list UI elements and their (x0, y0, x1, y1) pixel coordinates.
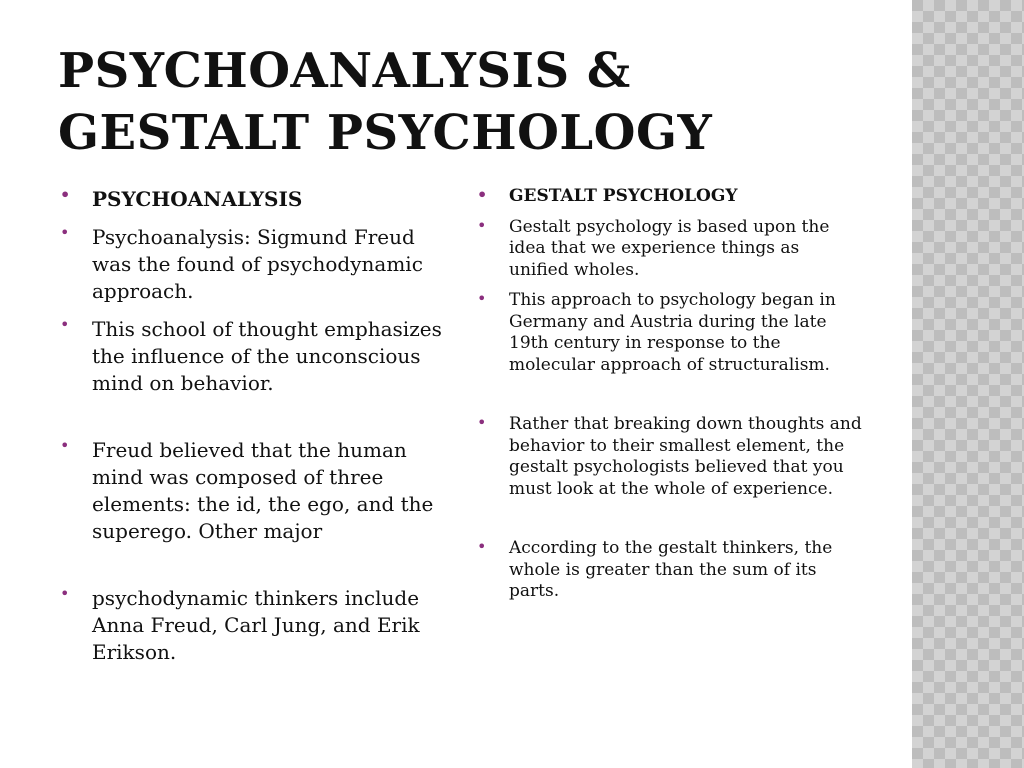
right-column-heading: • GESTALT PSYCHOLOGY (509, 186, 864, 208)
left-bullet-3: • Freud believed that the human mind was composed of three elements: the id, the ego, and the superego. Other major (92, 437, 452, 545)
right-bullet-1: • Gestalt psychology is based upon the idea that we experience things as unified wholes. (509, 217, 864, 282)
left-column-list (92, 186, 452, 677)
decorative-pattern-sidebar (912, 0, 1024, 768)
right-bullet-2: • This approach to psychology began in Germany and Austria during the late 19th century in response to the molecular approach of structuralism. (509, 290, 864, 376)
right-bullet-3: • Rather that breaking down thoughts and behavior to their smallest element, the gestalt psychologists believed that you must look at the whole of experience. (509, 414, 864, 500)
slide-title: PSYCHOANALYSIS & GESTALT PSYCHOLOGY (58, 43, 713, 161)
right-column-list (509, 186, 864, 612)
right-bullet-4: • According to the gestalt thinkers, the whole is greater than the sum of its parts. (509, 538, 864, 603)
left-column-heading: • PSYCHOANALYSIS (92, 186, 452, 213)
left-bullet-1: • Psychoanalysis: Sigmund Freud was the found of psychodynamic approach. (92, 224, 452, 305)
left-bullet-4: • psychodynamic thinkers include Anna Freud, Carl Jung, and Erik Erikson. (92, 585, 452, 666)
left-bullet-2: • This school of thought emphasizes the influence of the unconscious mind on behavior. (92, 316, 452, 397)
